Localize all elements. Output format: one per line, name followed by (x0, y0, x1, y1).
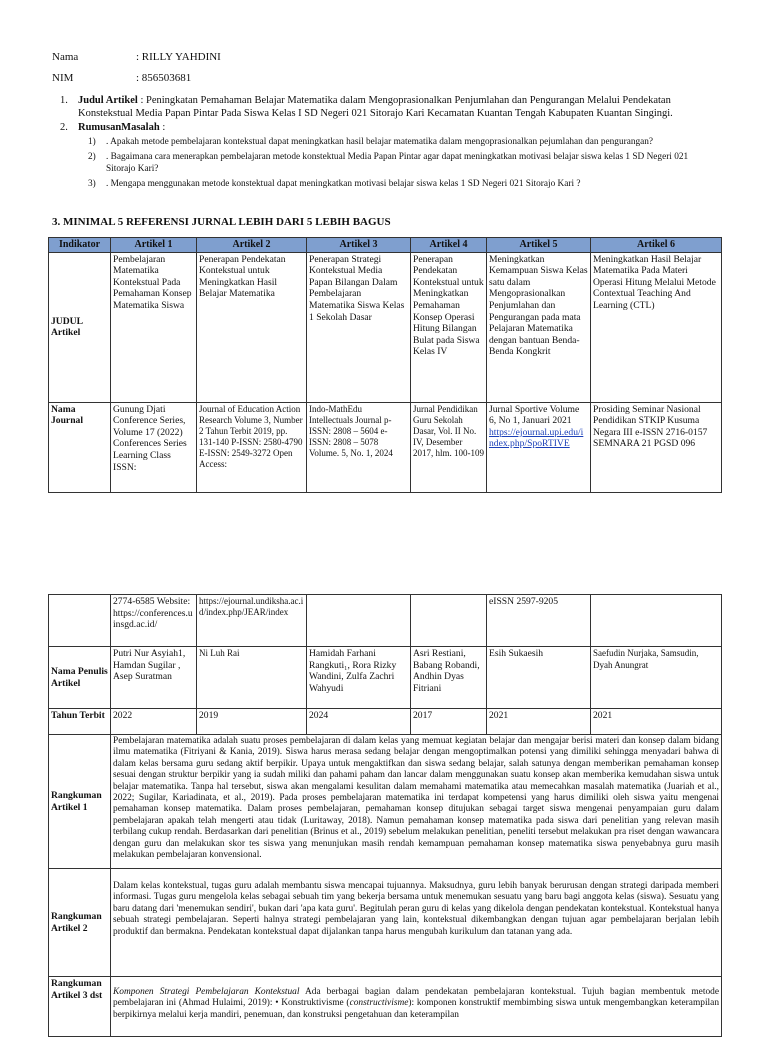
reference-table-part-2 (48, 594, 722, 1037)
header-artikel-4: Artikel 4 (411, 238, 487, 253)
row-label-journal: Nama Journal (49, 402, 111, 492)
cell-judul-2: Penerapan Pendekatan Kontekstual untuk Meningkatkan Hasil Belajar Matematika (197, 252, 307, 402)
cell-cont-label (49, 595, 111, 647)
cell-cont-1: 2774-6585 Website: https://conferences.uinsgd.ac.id/ (111, 595, 197, 647)
reference-table-part-1 (48, 237, 722, 493)
cell-journal-4: Jurnal Pendidikan Guru Sekolah Dasar, Vol. II No. IV, Desember 2017, hlm. 100-109 (411, 402, 487, 492)
table-header-row (49, 238, 722, 253)
list-item-rumusan (60, 121, 720, 134)
cell-penulis-1: Putri Nur Asyiah1, Hamdan Sugilar , Asep Suratman (111, 647, 197, 709)
journal-5-link[interactable]: https://ejournal.upi.edu/index.php/SpoRTIVE (489, 426, 584, 450)
cell-penulis-5: Esih Sukaesih (487, 647, 591, 709)
header-indikator: Indikator (49, 238, 111, 253)
cell-penulis-6: Saefudin Nurjaka, Samsudin, Dyah Anungrat (591, 647, 722, 709)
cell-penulis-3: Hamidah Farhani Rangkuti₁, Rora Rizky Wandini, Zulfa Zachri Wahyudi (307, 647, 411, 709)
row-label-tahun: Tahun Terbit (49, 709, 111, 735)
cell-cont-2: https://ejournal.undiksha.ac.id/index.php/JEAR/index (197, 595, 307, 647)
header-artikel-5: Artikel 5 (487, 238, 591, 253)
row-label-rangkuman-2: Rangkuman Artikel 2 (49, 869, 111, 977)
cell-tahun-3: 2024 (307, 709, 411, 735)
rumusan-item (88, 151, 718, 175)
rumusan-masalah-list (88, 136, 718, 193)
cell-tahun-6: 2021 (591, 709, 722, 735)
row-label-penulis: Nama Penulis Artikel (49, 647, 111, 709)
cell-tahun-2: 2019 (197, 709, 307, 735)
cell-cont-3 (307, 595, 411, 647)
cell-journal-2: Journal of Education Action Research Volume 3, Number 2 Tahun Terbit 2019, pp. 131-140 P-ISSN: 2580-4790 E-ISSN: 2549-3272 Open Access: (197, 402, 307, 492)
cell-rangkuman-1: Pembelajaran matematika adalah suatu proses pembelajaran di dalam kelas yang memuat kegiatan belajar dan mengajar berisi materi dan konsep dalam bidang ilmu matematika (Fitriyani & Kania, 2019). Siswa harus merasa sedang belajar dengan mengoptimalkan potensi yang dimiliki sehingga menyadari bahwa di dalam kelas bersama guru sedang aktif berpikir. Upaya untuk mengaktifkan dan siswa sedang belajar, salah satunya dengan memberikan pemahaman konsep sesuai dengan struktur berpikir yang ia sudah miliki dan pahami paham dan lancar dalam menggunakan suatu konsep akan memberika kemudahan siswa untuk belajar matematika. Tanpa hal tersebut, siswa akan mengalami kesulitan dalam memahami matematika atau memecahkan masalah matematika (Juariah et al., 2022; Sugilar, Kariadinata, et al., 2019). Pada proses pembelajaran matematika ini terdapat kompetensi yang harus dimiliki oleh siswa yaitu mengenai pemahaman konsep matematika. Dalam proses pembelajaran, pemahaman konsep ditujukan sebagai target siswa mengenai penyampaian guru dalam pembelajaran apakah telah mengerti atau tidak (Luritaway, 2018). Namun pemahaman konsep matematika pada siswa dari penelitian yang relevan masih terbilang cukup rendah. Berdasarkan dari penelitian (Brinus et al., 2019) sebelum melakukan penelitian, peneliti tersebut melakukan pra riset dengan wawancara dengan guru dan melakukan skor tes siswa yang menunjukan masih rendah kemampuan pemahaman konsep matematika siswa penyebabnya guru masih melakukan pembelajaran konvensional. (111, 735, 722, 869)
list-item-judul (60, 94, 720, 120)
rumusan-text: . Apakah metode pembelajaran kontekstual dapat meningkatkan hasil belajar matematika dalam mengoprasionalkan pejumlahan dan pengurangan? (106, 137, 654, 147)
rumusan-number: 3) (88, 179, 96, 189)
section-3-title: 3. MINIMAL 5 REFERENSI JURNAL LEBIH DARI 5 LEBIH BAGUS (52, 216, 391, 228)
cell-journal-6: Prosiding Seminar Nasional Pendidikan STKIP Kusuma Negara III e-ISSN 2716-0157 SEMNARA 21 PGSD 096 (591, 402, 722, 492)
rumusan-colon: : (159, 122, 166, 133)
cell-judul-5: Meningkatkan Kemampuan Siswa Kelas satu dalam Mengoprasionalkan Penjumlahan dan Pengurangan pada mata Pelajaran Matematika dengan bantuan Benda-Benda Kongkrit (487, 252, 591, 402)
cell-judul-1: Pembelajaran Matematika Kontekstual Pada Pemahaman Konsep Matematika Siswa (111, 252, 197, 402)
rangkuman-3-italic-2: constructivisme (349, 998, 409, 1009)
row-label-judul: JUDUL Artikel (49, 252, 111, 402)
row-label-rangkuman-3: Rangkuman Artikel 3 dst (49, 977, 111, 1037)
header-artikel-3: Artikel 3 (307, 238, 411, 253)
rumusan-label: RumusanMasalah (78, 122, 160, 133)
rangkuman-3-italic: Komponen Strategi Pembelajaran Kontekstual (113, 987, 300, 997)
rumusan-number: 2) (88, 152, 96, 162)
nim-value: : 856503681 (136, 72, 192, 84)
cell-rangkuman-3 (111, 977, 722, 1037)
cell-penulis-4: Asri Restiani, Babang Robandi, Andhin Dyas Fitriani (411, 647, 487, 709)
cell-journal-3: Indo-MathEdu Intellectuals Journal p-ISSN: 2808 – 5604 e-ISSN: 2808 – 5078 Volume. 5, No. 1, 2024 (307, 402, 411, 492)
judul-text: : Peningkatan Pemahaman Belajar Matematika dalam Mengoprasionalkan Penjumlahan dan Pengurangan Melalui Pendekatan Konstekstual Media Papan Pintar Pada Siswa Kelas I SD Negeri 021 Sitorajo Kari Kecamatan Kuantan Tengah Kabupaten Kuantan Singingi. (78, 95, 673, 119)
nim-label: NIM (52, 72, 74, 84)
cell-penulis-2: Ni Luh Rai (197, 647, 307, 709)
rangkuman-3-text-2: ): komponen konstruktif membimbing siswa untuk mengembangkan keterampilan berpikirnya melalui kerja mandiri, penemuan, dan konstruksi pengetahuan dan keterampilan (113, 998, 720, 1020)
cell-journal-1: Gunung Djati Conference Series, Volume 17 (2022) Conferences Series Learning Class ISSN: (111, 402, 197, 492)
judul-label: Judul Artikel (78, 95, 138, 106)
cell-rangkuman-2: Dalam kelas kontekstual, tugas guru adalah membantu siswa mencapai tujuannya. Maksudnya, guru lebih banyak berurusan dengan strategi daripada memberi informasi. Tugas guru mengelola kelas sebagai sebuah tim yang bekerja bersama untuk menemukan sesuatu yang baru bagi anggota kelas (siswa). Sesuatu yang baru datang dari 'menemukan sendiri', bukan dari 'apa kata guru'. Begitulah peran guru di kelas yang dikelola dengan pendekatan kontekstual. Kontekstual hanya sebuah strategi pembelajaran. Seperti halnya strategi pembelajaran yang lain, kontekstual dikembangkan dengan tujuan agar pembelajaran berjalan lebih produktif dan bermakna. Pendekatan kontekstual dapat dijalankan tanpa harus mengubah kurikulum dan tatanan yang ada. (111, 869, 722, 977)
list-number: 1. (60, 95, 68, 106)
cell-cont-5: eISSN 2597-9205 (487, 595, 591, 647)
cell-journal-5 (487, 402, 591, 492)
table-row-journal (49, 402, 722, 492)
numbered-list (60, 94, 720, 135)
cell-tahun-5: 2021 (487, 709, 591, 735)
name-value: : RILLY YAHDINI (136, 51, 221, 63)
rumusan-item (88, 178, 718, 190)
cell-cont-4 (411, 595, 487, 647)
cell-judul-4: Penerapan Pendekatan Kontekstual untuk Meningkatkan Pemahaman Konsep Operasi Hitung Bilangan Bulat pada Siswa Kelas IV (411, 252, 487, 402)
table-row-continued (49, 595, 722, 647)
cell-tahun-1: 2022 (111, 709, 197, 735)
table-row-penulis (49, 647, 722, 709)
table-row-tahun (49, 709, 722, 735)
cell-judul-6: Meningkatkan Hasil Belajar Matematika Pada Materi Operasi Hitung Melalui Metode Contextual Teaching And Learning (CTL) (591, 252, 722, 402)
rumusan-text: . Bagaimana cara menerapkan pembelajaran metode konstektual Media Papan Pintar agar dapat meningkatkan motivasi belajar siswa kelas 1 SD Negeri 021 Sitorajo Kari? (106, 152, 689, 174)
rangkuman-3-text: Ada berbagai bagian dalam pendekatan pembelajaran kontekstual. Tujuh bagian membentuk metode pembelajaran ini (Ahmad Hulaimi, 2019): • Konstruktivisme ( (113, 987, 719, 1009)
journal-5-text: Jurnal Sportive Volume 6, No 1, Januari 2021 (489, 403, 580, 427)
table-row-judul (49, 252, 722, 402)
header-artikel-6: Artikel 6 (591, 238, 722, 253)
cell-judul-3: Penerapan Strategi Kontekstual Media Papan Bilangan Dalam Pembelajaran Matematika Siswa Kelas 1 Sekolah Dasar (307, 252, 411, 402)
header-artikel-2: Artikel 2 (197, 238, 307, 253)
table-row-rangkuman-3 (49, 977, 722, 1037)
cell-cont-6 (591, 595, 722, 647)
rumusan-item (88, 136, 718, 148)
cell-tahun-4: 2017 (411, 709, 487, 735)
row-label-rangkuman-1: Rangkuman Artikel 1 (49, 735, 111, 869)
rumusan-text: . Mengapa menggunakan metode konstektual dapat meningkatkan motivasi belajar siswa kelas 1 SD Negeri 021 Sitorajo Kari ? (106, 179, 581, 189)
table-row-rangkuman-1 (49, 735, 722, 869)
name-label: Nama (52, 51, 79, 63)
list-number: 2. (60, 122, 68, 133)
header-artikel-1: Artikel 1 (111, 238, 197, 253)
table-row-rangkuman-2 (49, 869, 722, 977)
rumusan-number: 1) (88, 137, 96, 147)
